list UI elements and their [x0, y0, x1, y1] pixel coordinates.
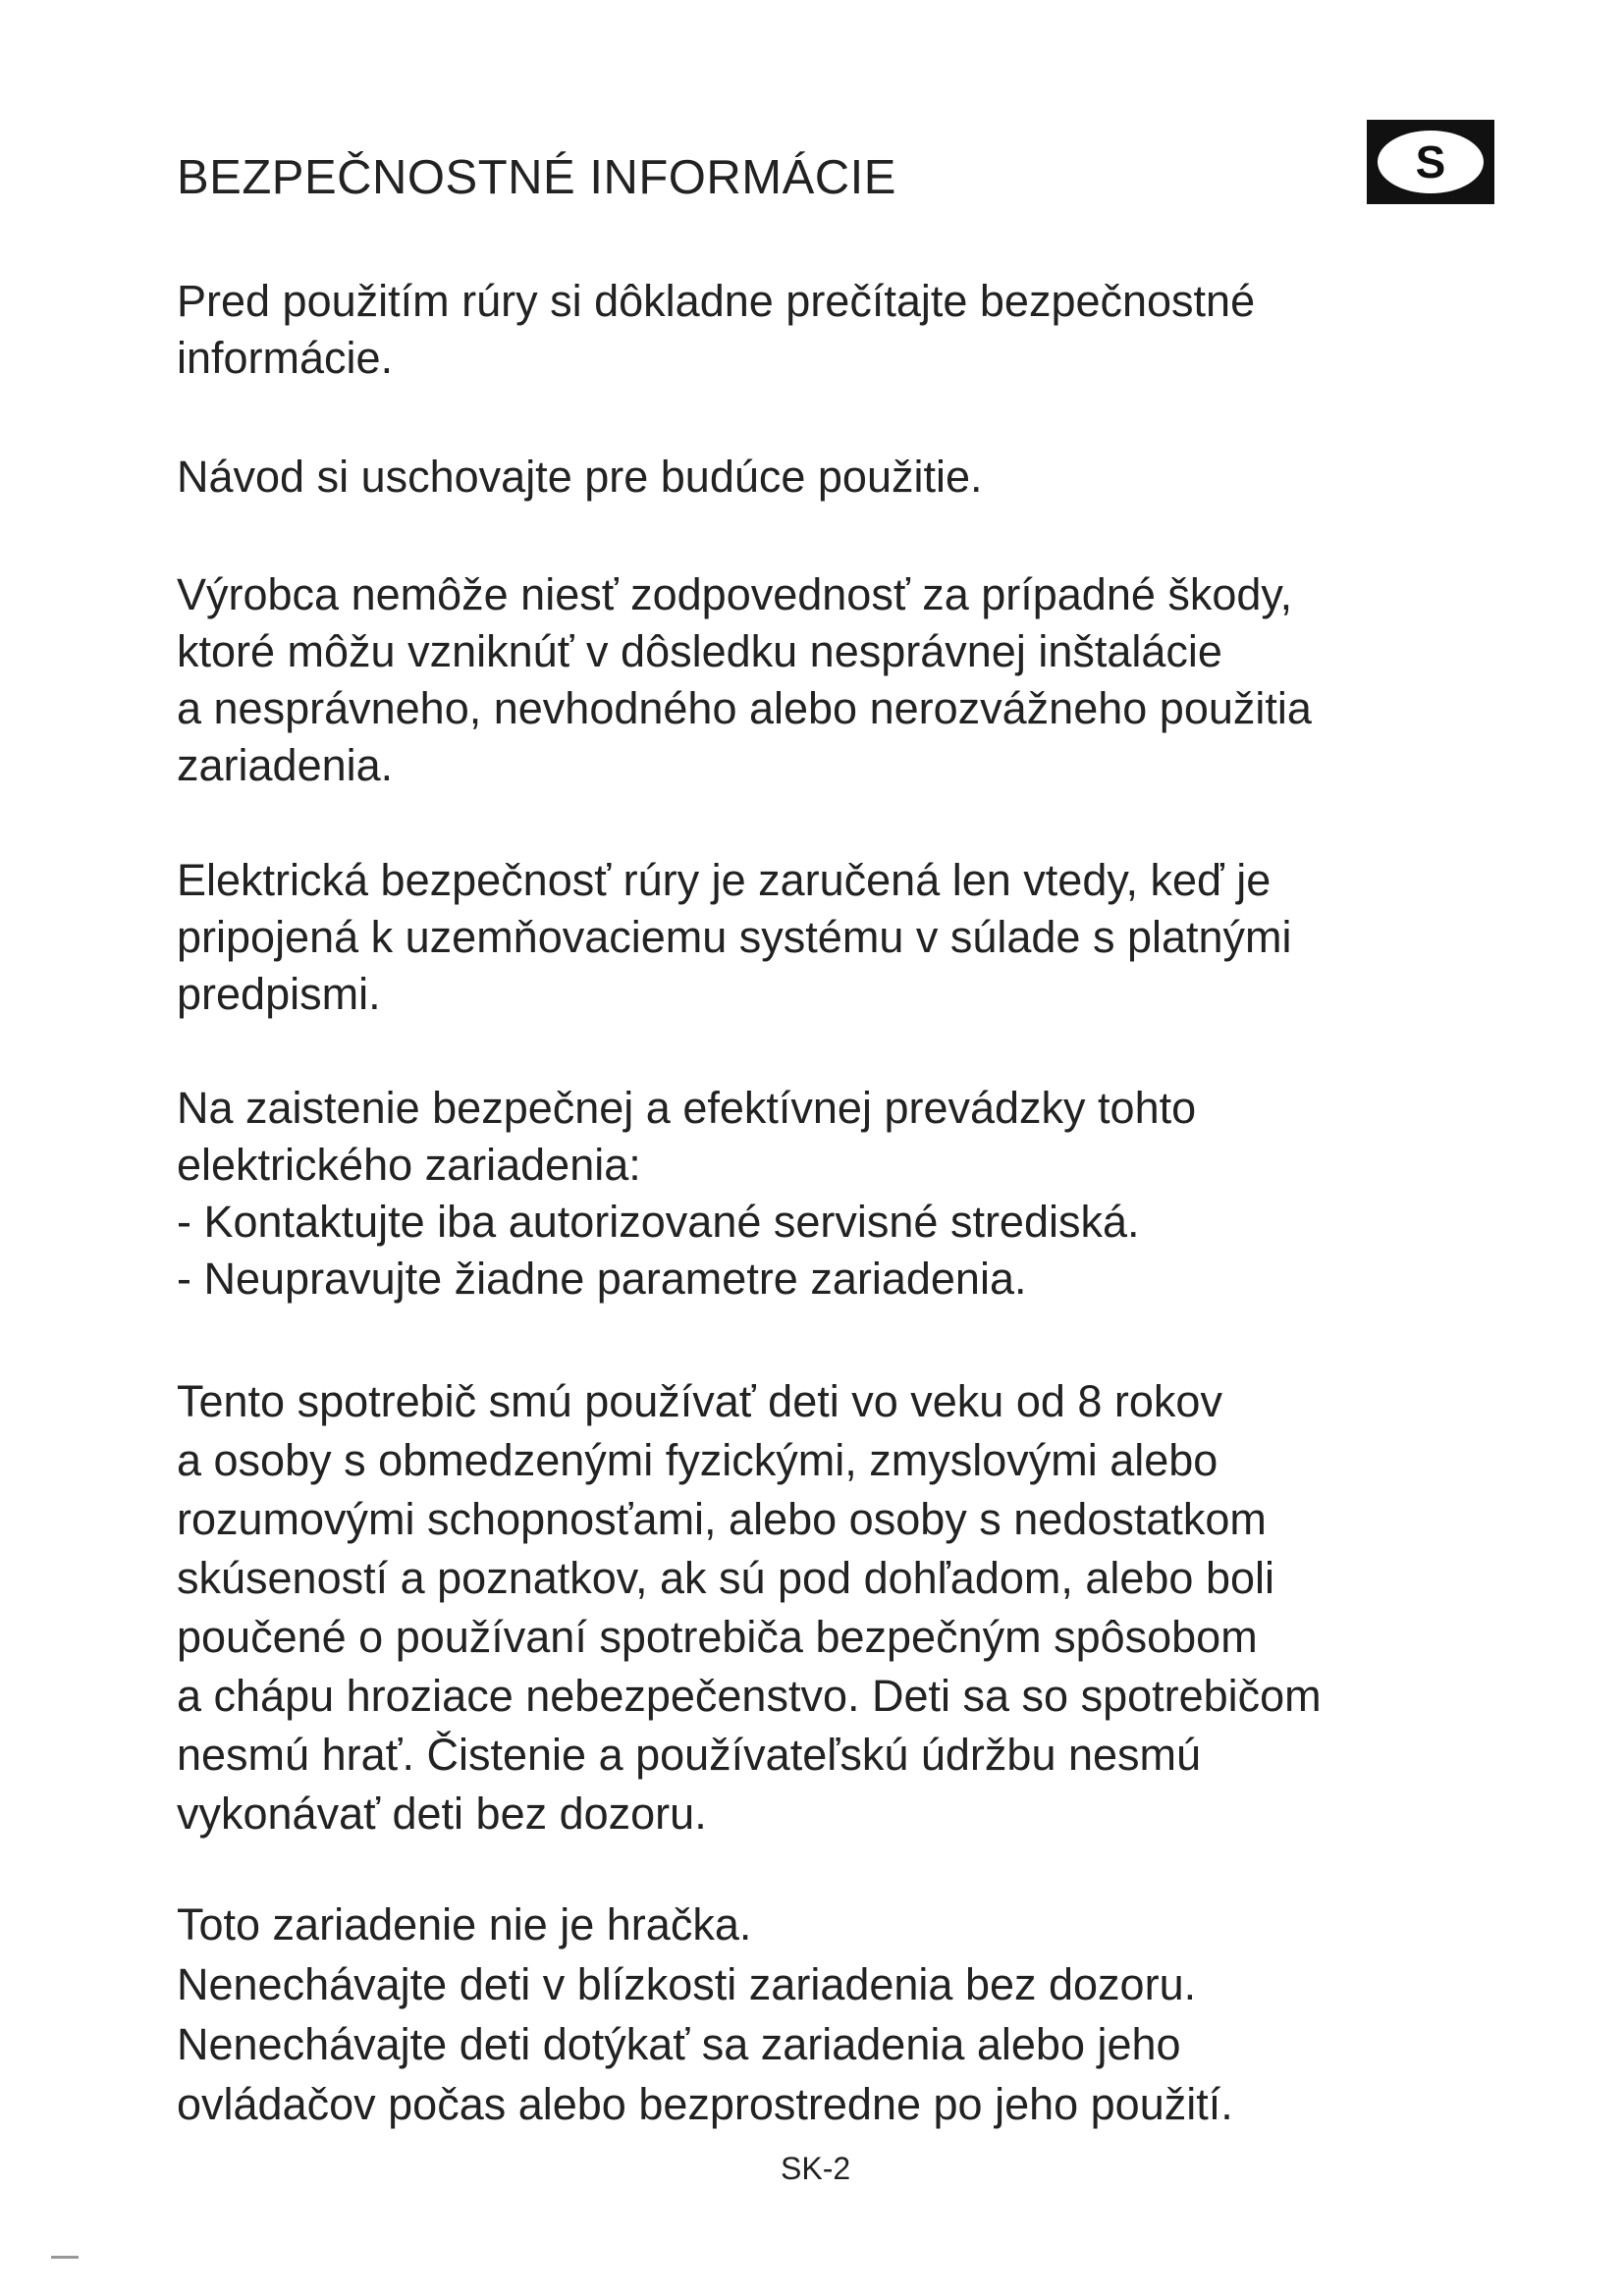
text-line: zariadenia. [177, 740, 394, 790]
text-line: a nesprávneho, nevhodného alebo nerozvážneho použitia [177, 683, 1312, 733]
text-line: informácie. [177, 333, 394, 383]
text-line: rozumovými schopnosťami, alebo osoby s nedostatkom [177, 1494, 1267, 1544]
text-line: Návod si uschovajte pre budúce použitie. [177, 452, 983, 502]
text-line: Pred použitím rúry si dôkladne prečítajte bezpečnostné [177, 276, 1256, 326]
language-badge [1367, 120, 1494, 204]
paragraph-not-a-toy [177, 1895, 1453, 2134]
text-line: elektrického zariadenia: [177, 1140, 641, 1190]
text-line: Tento spotrebič smú používať deti vo veku od 8 rokov [177, 1376, 1222, 1426]
text-line: a chápu hroziace nebezpečenstvo. Deti sa so spotrebičom [177, 1671, 1322, 1721]
text-line: Toto zariadenie nie je hračka. [177, 1899, 752, 1949]
text-line: Na zaistenie bezpečnej a efektívnej prevádzky tohto [177, 1083, 1197, 1133]
paragraph-children-use [177, 1372, 1453, 1843]
paragraph-safe-operation [177, 1080, 1453, 1308]
text-line: nesmú hrať. Čistenie a používateľskú údržbu nesmú [177, 1730, 1202, 1780]
paragraph-keep-manual [177, 449, 1453, 506]
text-line: poučené o používaní spotrebiča bezpečným spôsobom [177, 1612, 1258, 1662]
text-line: vykonávať deti bez dozoru. [177, 1789, 707, 1839]
paragraph-electrical-safety [177, 852, 1453, 1023]
text-line: Výrobca nemôže niesť zodpovednosť za prípadné škody, [177, 569, 1293, 619]
text-line: - Kontaktujte iba autorizované servisné strediská. [177, 1197, 1140, 1247]
paragraph-read-instructions [177, 273, 1453, 387]
paragraph-manufacturer-liability [177, 566, 1453, 794]
text-line: ovládačov počas alebo bezprostredne po jeho použití. [177, 2079, 1233, 2129]
page-title: BEZPEČNOSTNÉ INFORMÁCIE [177, 151, 896, 204]
text-line: ktoré môžu vzniknúť v dôsledku nesprávnej inštalácie [177, 626, 1222, 676]
text-line: pripojená k uzemňovaciemu systému v súlade s platnými [177, 912, 1292, 962]
text-line: skúseností a poznatkov, ak sú pod dohľadom, alebo boli [177, 1553, 1275, 1603]
text-line: Nenechávajte deti v blízkosti zariadenia bez dozoru. [177, 1959, 1197, 2009]
text-line: - Neupravujte žiadne parametre zariadenia. [177, 1254, 1027, 1304]
scan-artifact-mark [51, 2256, 79, 2259]
text-line: predpismi. [177, 969, 381, 1019]
page-number: SK-2 [781, 2151, 851, 2186]
language-badge-letter: S [1378, 131, 1484, 193]
text-line: Elektrická bezpečnosť rúry je zaručená len vtedy, keď je [177, 855, 1272, 905]
text-line: Nenechávajte deti dotýkať sa zariadenia alebo jeho [177, 2019, 1181, 2069]
text-line: a osoby s obmedzenými fyzickými, zmyslovými alebo [177, 1435, 1218, 1485]
